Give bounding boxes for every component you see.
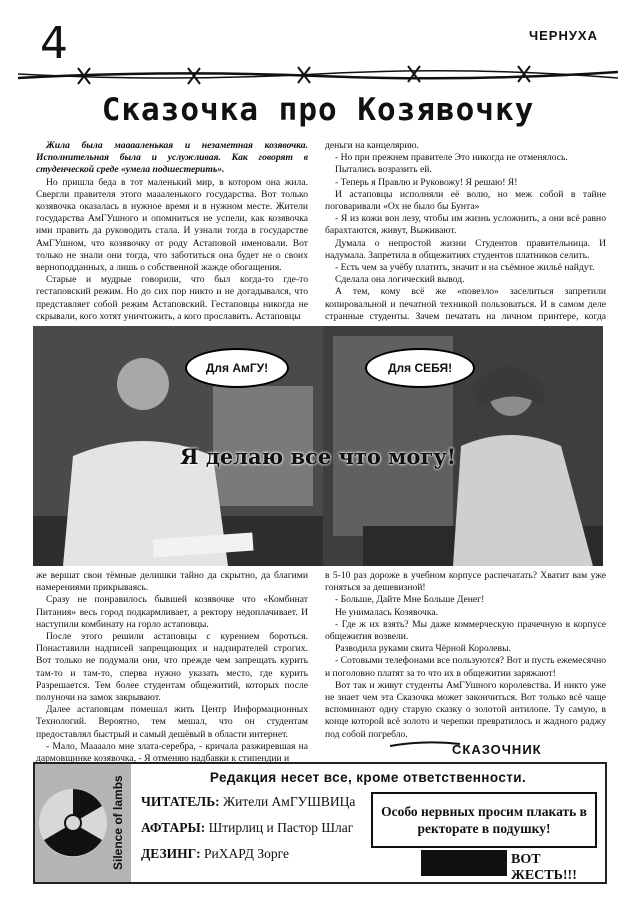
credit-label: ДЕЗИНГ: [141, 846, 201, 861]
speech-bubble-right: Для СЕБЯ! [365, 348, 475, 388]
imprint-box [33, 762, 607, 884]
article-paragraph: Сразу не понравилось бывшей козявочке что «Комбинат Питания» весь город подкармливает, а ректору недоплачивает. И наступили комбинату на горло астаповцы. [36, 594, 308, 630]
article-paragraph: - Сотовыми телефонами все пользуются? Вот и пусть ежемесячно и поголовно платят за то что их в общежитии заряжают! [325, 655, 606, 679]
credit-label: АФТАРЫ: [141, 820, 206, 835]
slogan: ВОТ ЖЕСТЬ!!! [511, 852, 577, 883]
article-column-2 [325, 140, 606, 335]
logo-caption: Silence of lambs [111, 775, 125, 871]
article-paragraph: деньги на канцелярию. [325, 140, 419, 151]
article-paragraph: же вершат свои тёмные делишки тайно да скрытно, да благими намерениями прикрываясь. [36, 570, 308, 594]
article-paragraph: И астаповцы исполняли её волю, но меж собой в тайне поговаривали «Ох не было бы Бунта» [325, 188, 606, 213]
signature-underline [390, 736, 460, 750]
article-lead: Жила была мааааленькая и незаметная козявочка. Исполнительная была и услужливая. Как говорят в студенческой среде «умела подшестерить». [36, 140, 308, 176]
article-paragraph: Далее астаповцам помешал жить Центр Информационных Технологий. Вероятно, тем мешал, что он студентам предоставлял быстрый и самый дешёвый в области интернет. [36, 704, 308, 740]
credit-value: Жители АмГУШВИЦа [223, 794, 356, 809]
article-paragraph: Пытались возразить ей. [335, 164, 432, 176]
article-paragraph: После этого решили астаповцы с курением бороться. Понаставили надписей запрещающих и надзирателей строгих. Вот только не подумали они, что прежде чем запрещать курить там-то и там-то, сперва нужно указать место, где курить Разрешается. Тем более студентам общежитий, которых после полуночи на замок закрывают. [36, 631, 308, 704]
article-paragraph: в 5-10 раз дороже в учебном корпусе распечатать? Хватит вам уже гоняться за дешевизной! [325, 570, 606, 594]
article-signature: СКАЗОЧНИК [452, 742, 542, 757]
article-paragraph: Не унималась Козявочка. [335, 606, 439, 618]
article-paragraph: Вот так и живут студенты АмГУшного королевства. И никто уже не знает чем эта Сказочка может закончиться. Вот только всё чаще вспоминают одну старую сказку о золотой антилопе. Ту самую, в конце которой всё золото и черепки превратилось и жадного раджу под собой погребло. [325, 679, 606, 740]
plea-box [371, 792, 597, 848]
article-paragraph: Разводила руками свита Чёрной Королевы. [335, 643, 511, 655]
speech-bubble-left: Для АмГУ! [185, 348, 289, 388]
article-paragraph: - Есть чем за учёбу платить, значит и на съёмное жильё найдут. [335, 262, 595, 274]
newspaper-name: ЧЕРНУХА [528, 28, 598, 43]
article-paragraph: - Я из кожи вон лезу, чтобы им жизнь усложнить, а они всё равно барахтаются, живут, Выживают. [325, 213, 606, 237]
barbed-wire-divider [18, 62, 618, 90]
crowd-photo [421, 850, 507, 876]
article-paragraph: Думала о непростой жизни Студентов правительница. И надумала. Запретила в общежитиях студентов платников селить. [325, 237, 606, 261]
credit-design [141, 846, 289, 862]
article-title: Сказочка про Козявочку [101, 92, 535, 128]
article-paragraph: Старые и мудрые говорили, что был когда-то где-то гестаповский режим. Но до сих пор никто и не догадывался, что представляет собой режим Астаповский. Гестаповцы никогда не скрывали, кого хотят уничтожить, а кого прославить. Астаповцы [36, 274, 308, 322]
credit-reader [141, 794, 355, 810]
disclaimer: Редакция несет все, кроме ответственности. [209, 770, 527, 785]
article-paragraph: - Где ж их взять? Мы даже коммерческую прачечную в корпусе общежития возвели. [325, 618, 606, 643]
credit-value: Штирлиц и Пастор Шлаг [208, 820, 354, 835]
credit-authors [141, 820, 353, 836]
article-paragraph: Сделала она логический вывод. [335, 274, 465, 286]
plea-text: Особо нервных просим плакать в ректорате в подушку! [381, 804, 587, 836]
article-paragraph: - Больше, Дайте Мне Больше Денег! [335, 594, 485, 606]
article-paragraph: А тем, кому всё же «повезло» заселиться запретили копировальной и печатной техникой пользоваться. И в самом деле странные студенты. Зачем печатать на личном принтере, когда [325, 286, 606, 322]
article-paragraph: - Мало, Маааало мне злата-серебра, - кричала разжиревшая на дармовщинке козявочка, - Я отменяю надбавки к стипендии и [36, 740, 308, 765]
page-number: 4 [40, 18, 68, 69]
photo-collage [33, 326, 603, 566]
photo-caption: Я делаю все что могу! [180, 444, 456, 469]
article-column-4 [325, 570, 606, 741]
credit-value: РиХАРД Зорге [204, 846, 289, 861]
article-column-1 [36, 140, 308, 323]
article-paragraph: Но пришла беда в тот маленький мир, в котором она жила. Свергли правителя этого маааленького государства. Вот только козявочка оказалась в нужное время и в нужном месте. Жители государства АмГУшного и опомниться не успели, как козявочка ими править да руководить стала. И узнали тогда в государстве АмГУшном, что козявочку от роду Астаповой именовали. Вот только не знали они тогда, что заботиться она будет не о своих верноподданных, а лишь о собственной жажде обогащения. [36, 176, 308, 274]
article-column-3 [36, 570, 308, 765]
credit-label: ЧИТАТЕЛЬ: [141, 794, 220, 809]
article-paragraph: - Теперь я Правлю и Руковожу! Я решаю! Я! [335, 176, 518, 188]
article-paragraph: - Но при прежнем правителе Это никогда не отменялось. [335, 152, 568, 164]
